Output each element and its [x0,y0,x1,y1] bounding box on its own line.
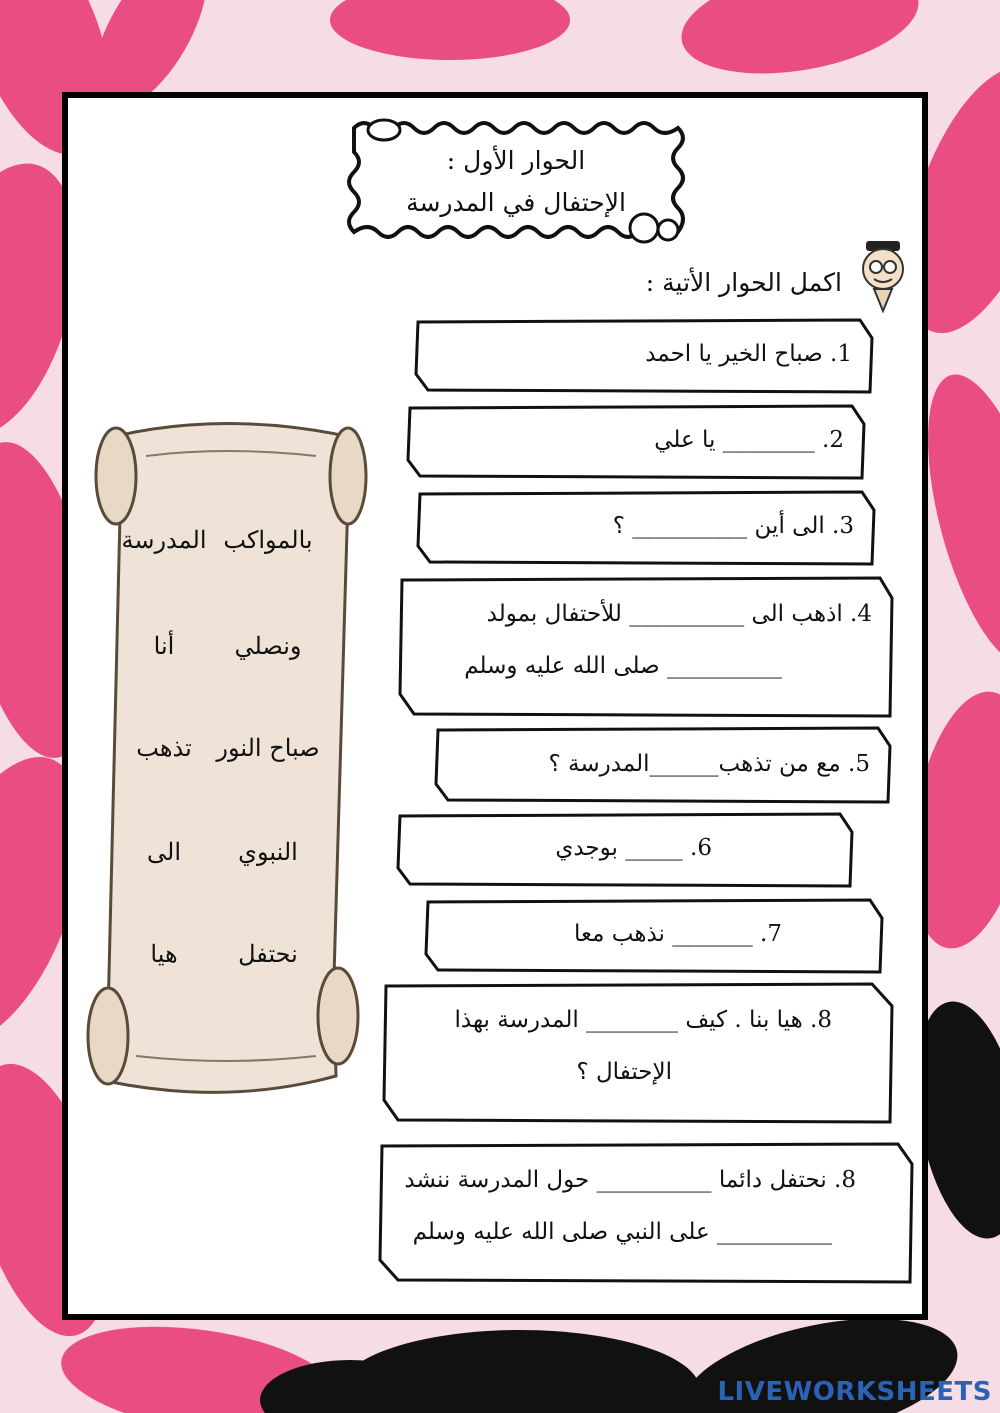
word-bank-item: المدرسة [121,526,207,554]
question-2-box [406,404,866,480]
word-bank-scroll [86,416,368,1106]
question-5-text: 5. مع من تذهب______المدرسة ؟ [548,751,870,777]
question-5-box [434,726,892,804]
question-8-line-2: الإحتفال ؟ [576,1059,672,1085]
question-7-text: 7. _______ نذهب معا [574,921,782,947]
question-7-box [424,898,884,974]
title-frame [344,116,688,244]
word-bank-item: بالمواكب [223,526,313,554]
question-6-text: 6. _____ بوجدي [555,835,712,861]
question-1-box [414,318,874,394]
worksheet-page [62,92,928,1320]
word-bank-item: النبوي [238,838,298,866]
footer-brand-text: LIVEWORKSHEETS [717,1377,992,1407]
question-4-line-1: 4. اذهب الى __________ للأحتفال بمولد [486,601,872,627]
wavy-frame-decoration [344,116,688,244]
dialogue-subtitle: الإحتفال في المدرسة [406,188,626,217]
question-9-line-2: __________ على النبي صلى الله عليه وسلم [412,1219,832,1245]
question-6-box [396,812,854,888]
question-9-box [378,1142,914,1284]
word-bank-item: صباح النور [216,734,320,762]
word-bank-item: الى [147,838,181,866]
question-2-text: 2. ________ يا علي [654,427,844,453]
word-bank-item: تذهب [136,734,192,762]
question-8-box [382,982,894,1124]
word-bank-item: أنا [153,632,175,660]
question-3-box [416,490,876,566]
question-8-line-1: 8. هيا بنا . كيف ________ المدرسة بهذا [454,1007,832,1033]
question-9-line-1: 8. نحتفل دائما __________ حول المدرسة ننشد [404,1167,856,1193]
dialogue-title: الحوار الأول : [446,146,586,175]
question-4-line-2: __________ صلى الله عليه وسلم [464,653,782,679]
instruction-text: اكمل الحوار الأتية : [645,268,842,297]
liveworksheets-logo [717,1377,992,1407]
word-bank-item: نحتفل [238,940,298,968]
word-bank-item: ونصلي [234,632,302,660]
question-3-text: 3. الى أين __________ ؟ [612,513,854,539]
question-1-text: 1. صباح الخير يا احمد [645,341,852,367]
question-4-box [398,576,894,718]
pencil-mascot-icon [852,233,914,313]
word-bank-item: هيا [150,940,178,968]
